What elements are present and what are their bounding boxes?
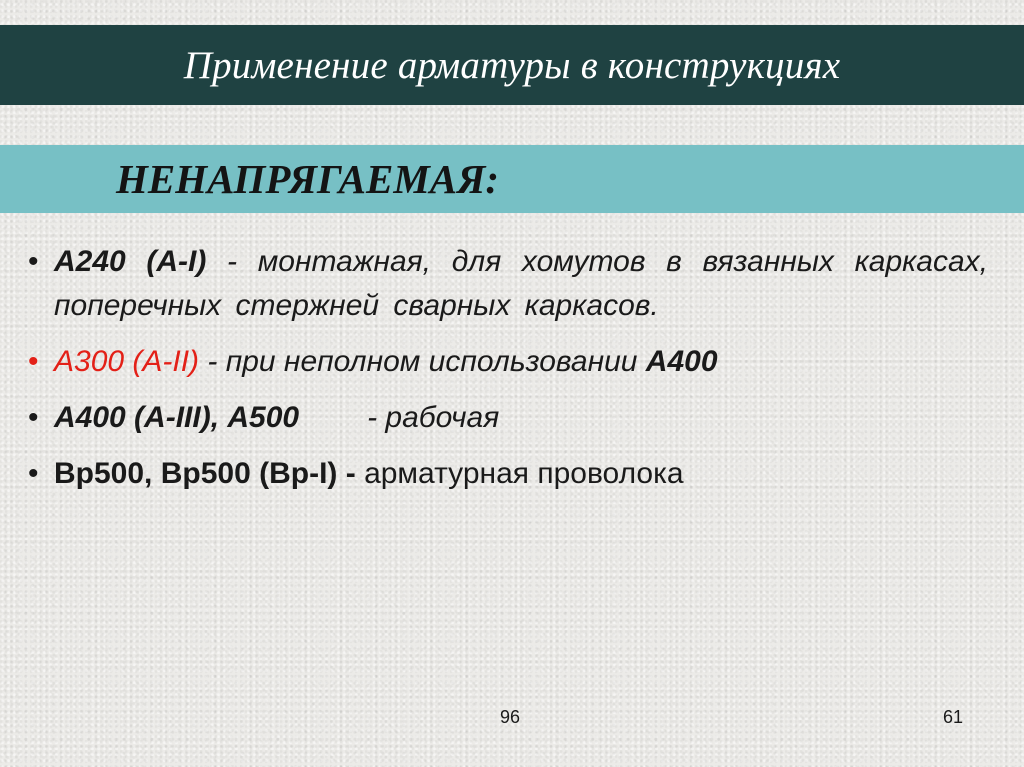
rebar-grade: А300 (А-II) (54, 345, 200, 378)
bullet-icon: • (28, 401, 39, 434)
rebar-description: арматурная проволока (364, 457, 684, 490)
page-number-left: 96 (500, 707, 521, 727)
rebar-description: - рабочая (367, 401, 500, 434)
page-number-right: 61 (943, 707, 964, 727)
list-item (28, 340, 988, 384)
rebar-description: - монтажная, для хомутов в вязанных каркасах, поперечных стержней сварных каркасов. (54, 245, 988, 322)
bullet-list (28, 240, 988, 508)
list-item (28, 396, 988, 440)
title-bar (0, 25, 1024, 105)
rebar-description: - при неполном использовании (199, 345, 646, 378)
rebar-grade: Вр500, Вр500 (Вр-I) (54, 457, 338, 490)
rebar-grade: А400 (А-III), А500 (54, 401, 300, 434)
slide-subtitle: НЕНАПРЯГАЕМАЯ: (116, 156, 500, 202)
rebar-grade: А240 (А-I) (54, 245, 207, 278)
bullet-icon: • (28, 457, 39, 490)
rebar-reference: А400 (645, 345, 718, 378)
list-item (28, 240, 988, 328)
list-item (28, 452, 988, 496)
bullet-icon: • (28, 345, 39, 378)
subtitle-bar (0, 145, 1024, 213)
bullet-icon: • (28, 245, 39, 278)
slide-title: Применение арматуры в конструкциях (183, 43, 841, 87)
dash-separator: - (337, 457, 365, 490)
